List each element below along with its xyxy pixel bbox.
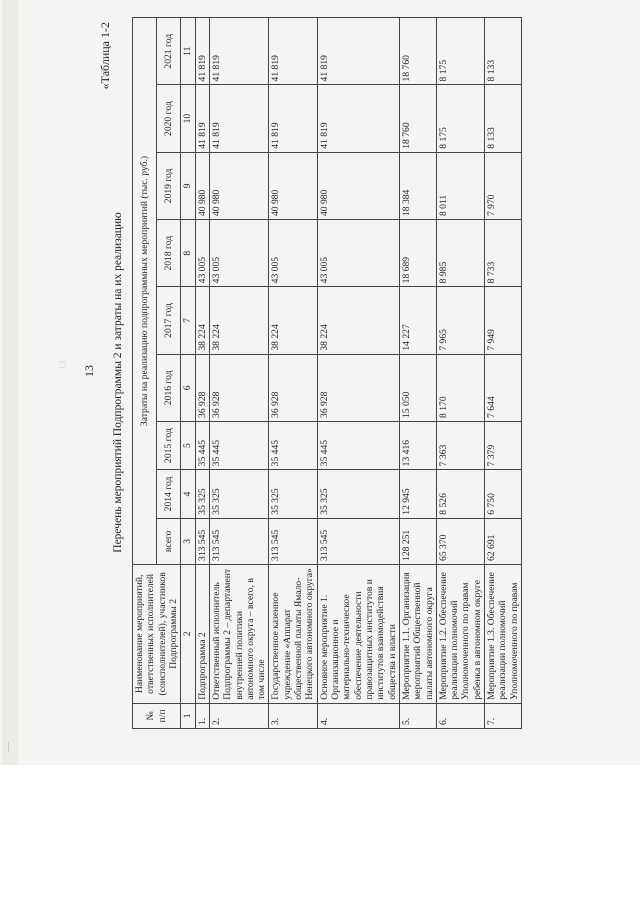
cost-cell: 35 325	[317, 470, 399, 518]
cost-cell: 8 985	[436, 220, 484, 287]
cost-cell: 35 445	[269, 421, 317, 469]
cost-cell: 18 760	[399, 18, 436, 85]
row-name: Ответственный исполнитель Подпрограммы 2 – департамент внутренней политики автономного округа – всего, в том числе	[209, 564, 269, 703]
column-index: 9	[181, 152, 195, 219]
table-row	[317, 18, 399, 729]
cost-cell: 41 819	[269, 85, 317, 152]
row-number: 4.	[317, 703, 399, 728]
cost-cell: 6 750	[485, 470, 522, 518]
cost-cell: 15 050	[399, 354, 436, 421]
row-number: 2.	[209, 703, 269, 728]
cost-cell: 35 445	[317, 421, 399, 469]
table-row	[269, 18, 317, 729]
header-year: всего	[157, 518, 181, 564]
header-name: Наименование мероприятий, ответственных исполнителей (соисполнителей), участников Подпрограммы 2	[133, 564, 181, 703]
cost-cell: 7 949	[485, 287, 522, 354]
cost-cell: 35 325	[209, 470, 269, 518]
cost-cell: 62 691	[485, 518, 522, 564]
cost-cell: 41 819	[209, 18, 269, 85]
table-row	[209, 18, 269, 729]
cost-cell: 35 445	[195, 421, 209, 469]
column-index: 3	[181, 518, 195, 564]
cost-cell: 8 175	[436, 85, 484, 152]
table-row	[485, 18, 522, 729]
header-year: 2016 год	[157, 354, 181, 421]
row-number: 6.	[436, 703, 484, 728]
cost-cell: 43 005	[269, 220, 317, 287]
cost-cell: 313 545	[269, 518, 317, 564]
column-index: 5	[181, 421, 195, 469]
cost-cell: 18 689	[399, 220, 436, 287]
cost-cell: 40 980	[317, 152, 399, 219]
cost-cell: 41 819	[269, 18, 317, 85]
column-index: 10	[181, 85, 195, 152]
header-no: № п/п	[133, 703, 181, 728]
cost-cell: 7 363	[436, 421, 484, 469]
cost-cell: 35 325	[269, 470, 317, 518]
cost-cell: 40 980	[195, 152, 209, 219]
header-row-top	[133, 18, 157, 729]
costs-table	[132, 17, 522, 729]
table-row	[195, 18, 209, 729]
cost-cell: 36 928	[209, 354, 269, 421]
cost-cell: 38 224	[269, 287, 317, 354]
cost-cell: 14 227	[399, 287, 436, 354]
table-label: «Таблица 1-2	[98, 22, 112, 90]
column-index: 7	[181, 287, 195, 354]
table-body	[195, 18, 521, 729]
cost-cell: 13 416	[399, 421, 436, 469]
cost-cell: 8 133	[485, 18, 522, 85]
column-index: 8	[181, 220, 195, 287]
header-year: 2018 год	[157, 220, 181, 287]
cost-cell: 8 733	[485, 220, 522, 287]
cost-cell: 8 011	[436, 152, 484, 219]
rotated-page-content	[40, 0, 600, 765]
cost-cell: 40 980	[269, 152, 317, 219]
column-index: 11	[181, 18, 195, 85]
row-name: Подпрограмма 2	[195, 564, 209, 703]
cost-cell: 43 005	[317, 220, 399, 287]
cost-cell: 7 970	[485, 152, 522, 219]
cost-cell: 36 928	[195, 354, 209, 421]
column-index: 4	[181, 470, 195, 518]
bleed-through-page-number: 13	[57, 360, 68, 370]
cost-cell: 7 379	[485, 421, 522, 469]
cost-cell: 8 170	[436, 354, 484, 421]
header-year: 2019 год	[157, 152, 181, 219]
margin-mark	[8, 742, 13, 752]
row-number: 5.	[399, 703, 436, 728]
page-number: 13	[82, 365, 96, 377]
cost-cell: 41 819	[195, 85, 209, 152]
header-year: 2021 год	[157, 18, 181, 85]
cost-cell: 8 133	[485, 85, 522, 152]
cost-cell: 18 760	[399, 85, 436, 152]
cost-cell: 38 224	[195, 287, 209, 354]
cost-cell: 12 945	[399, 470, 436, 518]
header-year: 2014 год	[157, 470, 181, 518]
cost-cell: 41 819	[317, 85, 399, 152]
column-index: 2	[181, 564, 195, 703]
cost-cell: 7 644	[485, 354, 522, 421]
cost-cell: 35 325	[195, 470, 209, 518]
cost-cell: 40 980	[209, 152, 269, 219]
cost-cell: 43 005	[195, 220, 209, 287]
cost-cell: 38 224	[317, 287, 399, 354]
header-year: 2020 год	[157, 85, 181, 152]
column-index: 6	[181, 354, 195, 421]
cost-cell: 313 545	[195, 518, 209, 564]
cost-cell: 8 526	[436, 470, 484, 518]
row-number: 7.	[485, 703, 522, 728]
cost-cell: 41 819	[209, 85, 269, 152]
cost-cell: 128 251	[399, 518, 436, 564]
cost-cell: 38 224	[209, 287, 269, 354]
row-number: 3.	[269, 703, 317, 728]
row-name: Государственное казенное учреждение «Аппарат общественной палаты Ямало-Ненецкого автономного округа»	[269, 564, 317, 703]
column-index-row	[181, 18, 195, 729]
table-row	[436, 18, 484, 729]
cost-cell: 41 819	[195, 18, 209, 85]
table-row	[399, 18, 436, 729]
row-name: Мероприятие 1.3. Обеспечение реализации полномочий Уполномоченного по правам	[485, 564, 522, 703]
cost-cell: 313 545	[209, 518, 269, 564]
cost-cell: 35 445	[209, 421, 269, 469]
cost-cell: 7 965	[436, 287, 484, 354]
header-year: 2015 год	[157, 421, 181, 469]
cost-cell: 41 819	[317, 18, 399, 85]
table-caption: Перечень мероприятий Подпрограммы 2 и затраты на их реализацию	[112, 212, 124, 553]
cost-cell: 65 370	[436, 518, 484, 564]
cost-cell: 43 005	[209, 220, 269, 287]
row-name: Основное мероприятие 1. Организационное и материально-техническое обеспечение деятельности правозащитных институтов и институтов взаимодействия общества и власти	[317, 564, 399, 703]
row-name: Мероприятие 1.1. Организация мероприятий Общественной палаты автономного округа	[399, 564, 436, 703]
cost-cell: 18 384	[399, 152, 436, 219]
cost-cell: 36 928	[269, 354, 317, 421]
cost-cell: 36 928	[317, 354, 399, 421]
column-index: 1	[181, 703, 195, 728]
header-costs: Затраты на реализацию подпрограммных мероприятий (тыс. руб.)	[133, 18, 157, 565]
binding-margin	[2, 0, 18, 765]
header-year: 2017 год	[157, 287, 181, 354]
cost-cell: 8 175	[436, 18, 484, 85]
row-name: Мероприятие 1.2. Обеспечение реализации полномочий Уполномоченного по правам ребенка в автономном округе	[436, 564, 484, 703]
cost-cell: 313 545	[317, 518, 399, 564]
row-number: 1.	[195, 703, 209, 728]
